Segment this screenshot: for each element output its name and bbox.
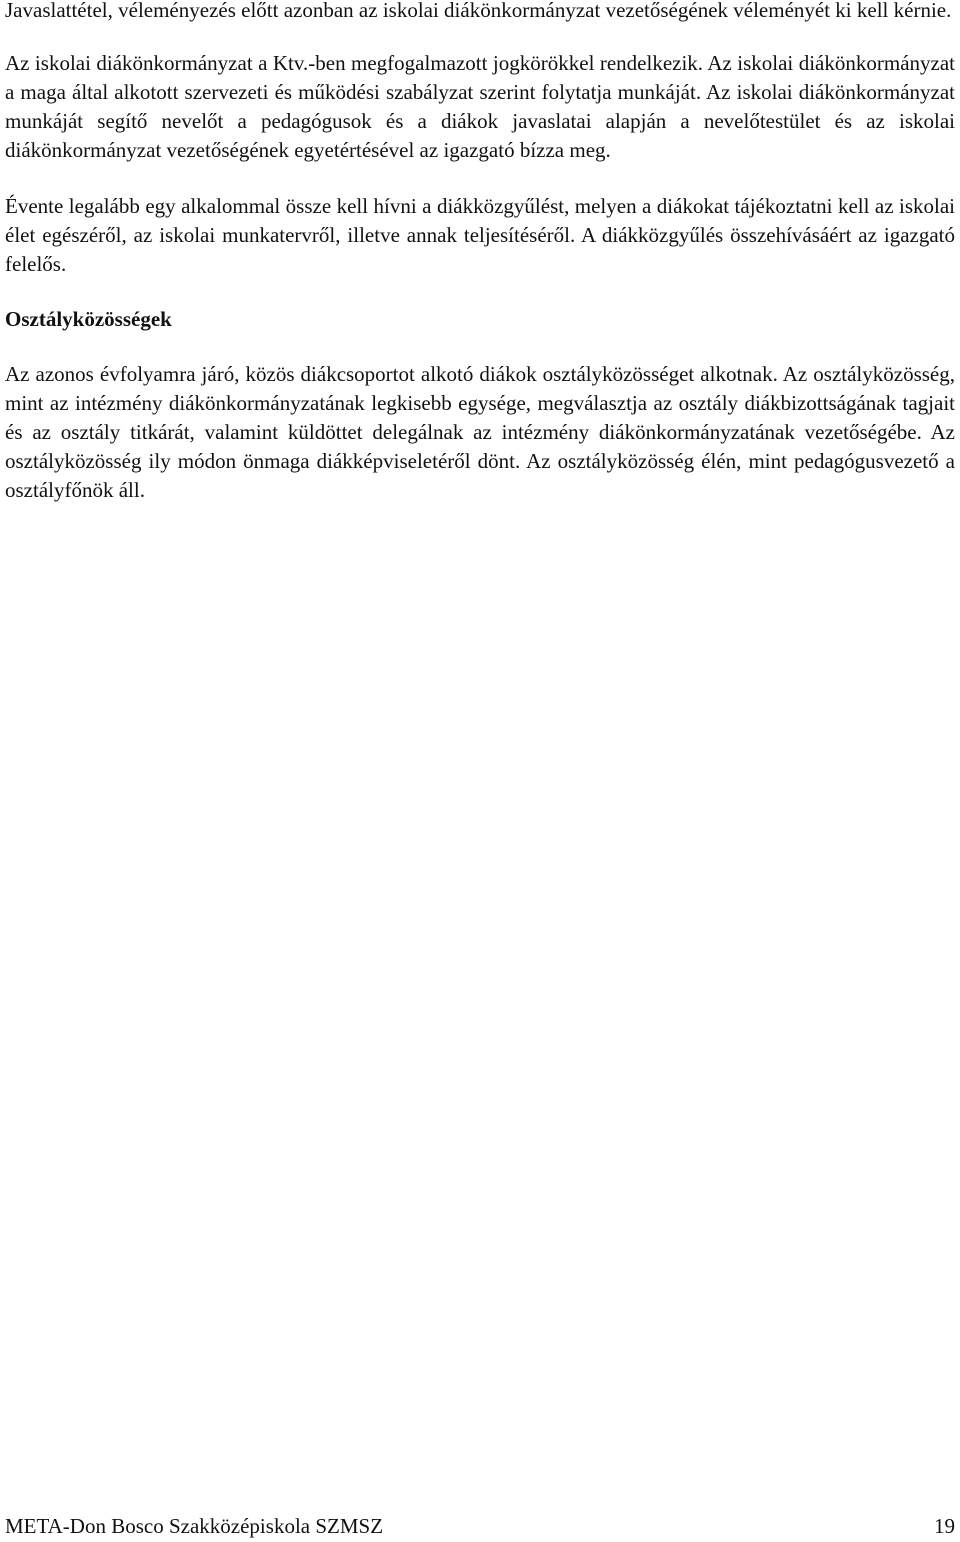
paragraph-class-communities: Az azonos évfolyamra járó, közös diákcsoportot alkotó diákok osztályközösséget alkotnak. Az osztályközösség, mint az intézmény diákönkormányzatának legkisebb egysége, megválasztja az osztály diákbizottságának tagjait és az osztály titkárát, valamint küldöttet delegálnak az intézmény diákönkormányzatának vezetőségébe. Az osztályközösség ily módon önmaga diákképviseletéről dönt. Az osztályközösség élén, mint pedagógusvezető a osztályfőnök áll. — [5, 362, 955, 502]
paragraph-opinion: Javaslattétel, véleményezés előtt azonban az iskolai diákönkormányzat vezetőségének véleményét ki kell kérnie. — [5, 0, 952, 22]
document-body — [5, 0, 955, 505]
footer-document-title: META-Don Bosco Szakközépiskola SZMSZ — [5, 1514, 384, 1538]
footer-page-number: 19 — [934, 1514, 955, 1538]
section-heading: Osztályközösségek — [5, 307, 172, 331]
paragraph-assembly: Évente legalább egy alkalommal össze kell hívni a diákközgyűlést, melyen a diákokat tájékoztatni kell az iskolai élet egészéről, az iskolai munkatervről, illetve annak teljesítéséről. A diákközgyűlés összehívásáért az igazgató felelős. — [5, 194, 955, 276]
paragraph-student-council: Az iskolai diákönkormányzat a Ktv.-ben megfogalmazott jogkörökkel rendelkezik. Az iskolai diákönkormányzat a maga által alkotott szervezeti és működési szabályzat szerint folytatja munkáját. Az iskolai diákönkormányzat munkáját segítő nevelőt a pedagógusok és a diákok javaslatai alapján a nevelőtestület és az iskolai diákönkormányzat vezetőségének egyetértésével az igazgató bízza meg. — [5, 51, 955, 162]
page-footer — [5, 1512, 955, 1542]
